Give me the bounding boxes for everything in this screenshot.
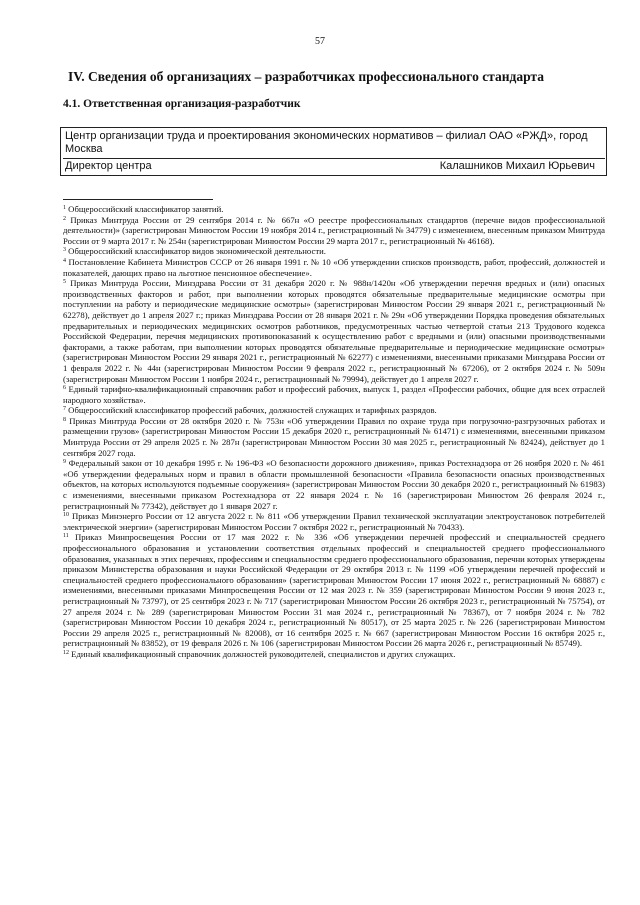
footnote [63,215,605,247]
footnote [63,416,605,458]
footnote-text: Общероссийский классификатор занятий. [68,204,224,214]
footnote [63,649,605,660]
footnote [63,532,605,649]
section-title: IV. Сведения об организациях – разработчиках профессионального стандарта [68,69,544,84]
footnote-number: 2 [63,215,66,222]
footnote-number: 8 [63,416,66,423]
footnote-number: 12 [63,649,69,656]
footnote-separator [63,199,213,200]
footnote-text: Приказ Минпросвещения России от 17 мая 2022 г. № 336 «Об утверждении перечней профессий и специальностей среднего профессионального образования и установлении соответствия отдельных профессий и специальностей среднего профессионального образования, указанных в этих перечнях, профессиям и специальностям среднего профессионального образования, перечни которых утверждены приказом Министерства образования и науки Российской Федерации от 29 октября 2013 г. № 1199 «Об утверждении перечней профессий и специальностей среднего профессионального образования» (зарегистрирован Минюстом России 17 июня 2022 г., регистрационный № 68887) с изменениями, внесенными приказами Минпросвещения России от 12 мая 2023 г. № 359 (зарегистрирован Минюстом России 9 июня 2023 г., регистрационный № 73797), от 25 сентября 2023 г. № 717 (зарегистрирован Минюстом России 26 октября 2023 г., регистрационный № 75754), от 27 апреля 2024 г. № 289 (зарегистрирован Минюстом России 31 мая 2024 г., регистрационный № 78367), от 7 ноября 2024 г. № 782 (зарегистрирован Минюстом России 10 декабря 2024 г., регистрационный № 80517), от 25 марта 2025 г. № 226 (зарегистрирован Минюстом России 29 апреля 2025 г., регистрационный № 82008), от 16 сентября 2025 г. № 667 (зарегистрирован Минюстом России 16 октября 2025 г., регистрационный № 83852), от 19 февраля 2026 г. № 106 (зарегистрирован Минюстом России 26 марта 2026 г., регистрационный № 85749). [63,532,606,649]
footnote-number: 1 [63,205,66,211]
footnote-text: Постановление Кабинета Министров СССР от 26 января 1991 г. № 10 «Об утверждении списков производств, работ, профессий, должностей и показателей, дающих право на льготное пенсионное обеспечение». [63,256,605,278]
organization-signatory-row [63,159,603,174]
organization-table [60,127,607,176]
footnote-number: 6 [63,385,66,392]
footnote [63,511,605,532]
footnote-text: Приказ Минтруда России от 29 сентября 2014 г. № 667н «О реестре профессиональных стандартов (перечне видов профессиональной деятельности)» (зарегистрирован Минюстом России 19 ноября 2014 г., регистрационный № 34779) с изменением, внесенным приказом Минтруда России от 9 марта 2017 г. № 254н (зарегистрирован Минюстом России 29 марта 2017 г., регистрационный № 46168). [63,214,606,246]
footnotes [63,204,605,660]
footnote-text: Федеральный закон от 10 декабря 1995 г. № 196-ФЗ «О безопасности дорожного движения», приказ Ростехнадзора от 26 ноября 2020 г. № 461 «Об утверждении федеральных норм и правил в области промышленной безопасности «Правила безопасности опасных производственных объектов, на которых используются подъемные сооружения» (зарегистрирован Минюстом России 30 декабря 2020 г., регистрационный № 61983) с изменениями, внесенными приказом Ростехнадзора от 22 января 2024 г. № 16 (зарегистрирован Минюстом 26 февраля 2024 г., регистрационный № 77342), действует до 1 января 2027 г. [63,458,605,511]
footnote-text: Единый квалификационный справочник должностей руководителей, специалистов и других служащих. [71,648,456,659]
footnote [63,204,605,215]
organization-name: Центр организации труда и проектирования экономических нормативов – филиал ОАО «РЖД», город Москва [63,130,605,159]
footnote-text: Общероссийский классификатор видов экономической деятельности. [68,246,326,257]
footnote-text: Приказ Минтруда России, Минздрава России от 31 декабря 2020 г. № 988н/1420н «Об утверждении перечня вредных и (или) опасных производственных факторов и работ, при выполнении которых проводятся обязательные предварительные медицинские осмотры при поступлении на работу и периодические медицинские осмотры» (зарегистрирован Минюстом России 29 января 2021 г., регистрационный № 62278), действует до 1 апреля 2027 г.; приказ Минздрава России от 28 января 2021 г. № 29н «Об утверждении Порядка проведения обязательных предварительных и периодических медицинских осмотров работников, предусмотренных частью четвертой статьи 213 Трудового кодекса Российской Федерации, перечня медицинских противопоказаний к осуществлению работ с вредными и (или) опасными производственными факторами, а также работам, при выполнении которых проводятся обязательные предварительные и периодические медицинские осмотры» (зарегистрирован Минюстом России 29 января 2021 г., регистрационный № 62277) с изменениями, внесенными приказами Минздрава России от 1 февраля 2022 г. № 44н (зарегистрирован Минюстом России 9 февраля 2022 г., регистрационный № 67206), от 2 октября 2024 г. № 509н (зарегистрирован Минюстом России 1 ноября 2024 г., регистрационный № 79994), действует до 1 апреля 2027 г. [63,278,606,384]
footnote-number: 11 [63,533,69,540]
signatory-name: Калашников Михаил Юрьевич [439,160,595,172]
footnote-number: 5 [63,279,66,286]
footnote-number: 9 [63,459,66,466]
subsection-title: 4.1. Ответственная организация-разработчик [63,98,301,110]
footnote-text: Приказ Минтруда России от 28 октября 2020 г. № 753н «Об утверждении Правил по охране труда при погрузочно-разгрузочных работах и размещении грузов» (зарегистрирован Минюстом России 15 декабря 2020 г., регистрационный № 61471) с изменениями, внесенными приказом Минтруда России от 29 апреля 2025 г. № 287н (зарегистрирован Минюстом России 30 мая 2025 г., регистрационный № 82424), действует до 1 сентября 2027 года. [63,415,605,458]
footnote [63,458,605,511]
footnote [63,278,605,384]
signatory-position: Директор центра [65,160,152,172]
footnote-text: Единый тарифно-квалификационный справочник работ и профессий рабочих, выпуск 1, раздел «Профессии рабочих, общие для всех отраслей народного хозяйства». [63,384,605,405]
footnote [63,246,605,257]
footnote-text: Приказ Минэнерго России от 12 августа 2022 г. № 811 «Об утверждении Правил технической эксплуатации электроустановок потребителей электрической энергии» (зарегистрирован Минюстом России 7 октября 2022 г., регистрационный № 70433). [63,511,606,532]
page-number: 57 [315,36,325,47]
footnote-number: 10 [63,512,69,519]
footnote-number: 4 [63,257,66,264]
footnote-text: Общероссийский классификатор профессий рабочих, должностей служащих и тарифных разрядов. [68,405,437,416]
footnote [63,257,605,278]
footnote [63,384,605,405]
footnote-number: 3 [63,247,66,254]
footnote-number: 7 [63,406,66,413]
footnote [63,405,605,416]
